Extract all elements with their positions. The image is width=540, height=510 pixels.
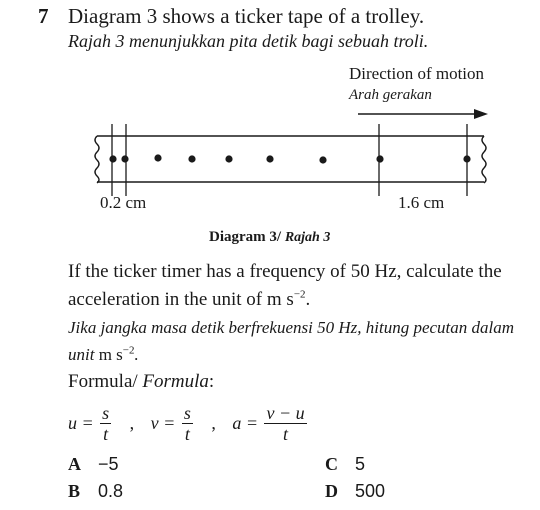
segment-label-right: 1.6 cm — [398, 193, 445, 212]
ticker-dot — [319, 156, 326, 163]
formula-title-ms: Formula — [142, 371, 209, 392]
option-b[interactable] — [68, 481, 123, 502]
formula-u-denominator: t — [103, 424, 109, 444]
prompt-ms-text: Jika jangka masa detik berfrekuensi 50 Hz, hitung pecutan dalam unit — [68, 318, 515, 364]
formula-u-lhs: u = — [68, 413, 94, 433]
formula-v-numerator: s — [183, 403, 191, 423]
formula-a-lhs: a = — [232, 413, 258, 433]
formula-title — [68, 371, 214, 393]
option-value: 5 — [355, 454, 366, 474]
ticker-dot — [154, 154, 161, 161]
prompt-ms — [68, 314, 538, 368]
formula-u-fraction — [100, 403, 111, 444]
prompt-en-exponent: −2 — [293, 288, 306, 301]
option-letter: C — [325, 454, 338, 474]
ticker-tape — [95, 136, 486, 183]
formula-equations — [68, 403, 309, 444]
formula-title-en: Formula/ — [68, 371, 138, 392]
option-a[interactable] — [68, 454, 119, 475]
question-text-en: Diagram 3 shows a ticker tape of a trolley. — [68, 4, 425, 28]
diagram-caption — [209, 229, 330, 246]
option-letter: B — [68, 481, 81, 501]
segment-label-left: 0.2 cm — [100, 193, 147, 212]
ticker-dot — [188, 155, 195, 162]
option-c[interactable] — [325, 454, 365, 475]
direction-label-en: Direction of motion — [349, 64, 485, 83]
formula-v-fraction — [182, 403, 193, 444]
option-value: 500 — [355, 481, 386, 501]
option-letter: D — [325, 481, 338, 501]
question-number: 7 — [38, 4, 49, 28]
prompt-en-text: If the ticker timer has a frequency of 50 Hz, calculate the acceleration in the unit of m s — [68, 261, 502, 310]
question-text-ms: Rajah 3 menunjukkan pita detik bagi sebuah troli. — [68, 31, 429, 51]
formula-separator: , — [129, 413, 135, 433]
dot-boundary-markers — [112, 124, 467, 196]
ticker-dot — [121, 155, 128, 162]
formula-u-numerator: s — [102, 403, 110, 423]
prompt-ms-unit: m s — [98, 345, 123, 364]
formula-a-numerator: v − u — [266, 403, 305, 423]
ticker-dots — [109, 154, 470, 163]
formula-a-denominator: t — [283, 424, 289, 444]
prompt-ms-exponent: −2 — [122, 344, 135, 357]
diagram-caption-ms: Rajah 3 — [284, 230, 331, 245]
ticker-tape-diagram — [0, 0, 540, 230]
ticker-dot — [376, 155, 383, 162]
option-d[interactable] — [325, 481, 385, 502]
ticker-dot — [225, 155, 232, 162]
direction-label-ms: Arah gerakan — [349, 87, 432, 103]
option-value: 0.8 — [98, 481, 124, 501]
diagram-caption-en: Diagram 3/ — [209, 229, 282, 245]
ticker-dot — [266, 155, 273, 162]
formula-separator: , — [211, 413, 216, 433]
prompt-ms-end: . — [134, 345, 139, 364]
option-letter: A — [68, 454, 81, 474]
direction-arrow-icon — [358, 109, 488, 119]
prompt-en-end: . — [305, 289, 311, 310]
formula-v-denominator: t — [184, 424, 190, 444]
formula-v-lhs: v = — [150, 413, 176, 433]
option-value: −5 — [98, 454, 119, 474]
formula-a-fraction — [264, 403, 306, 444]
ticker-dot — [109, 155, 116, 162]
formula-title-colon: : — [208, 371, 215, 392]
ticker-dot — [463, 155, 470, 162]
prompt-en — [68, 258, 538, 314]
